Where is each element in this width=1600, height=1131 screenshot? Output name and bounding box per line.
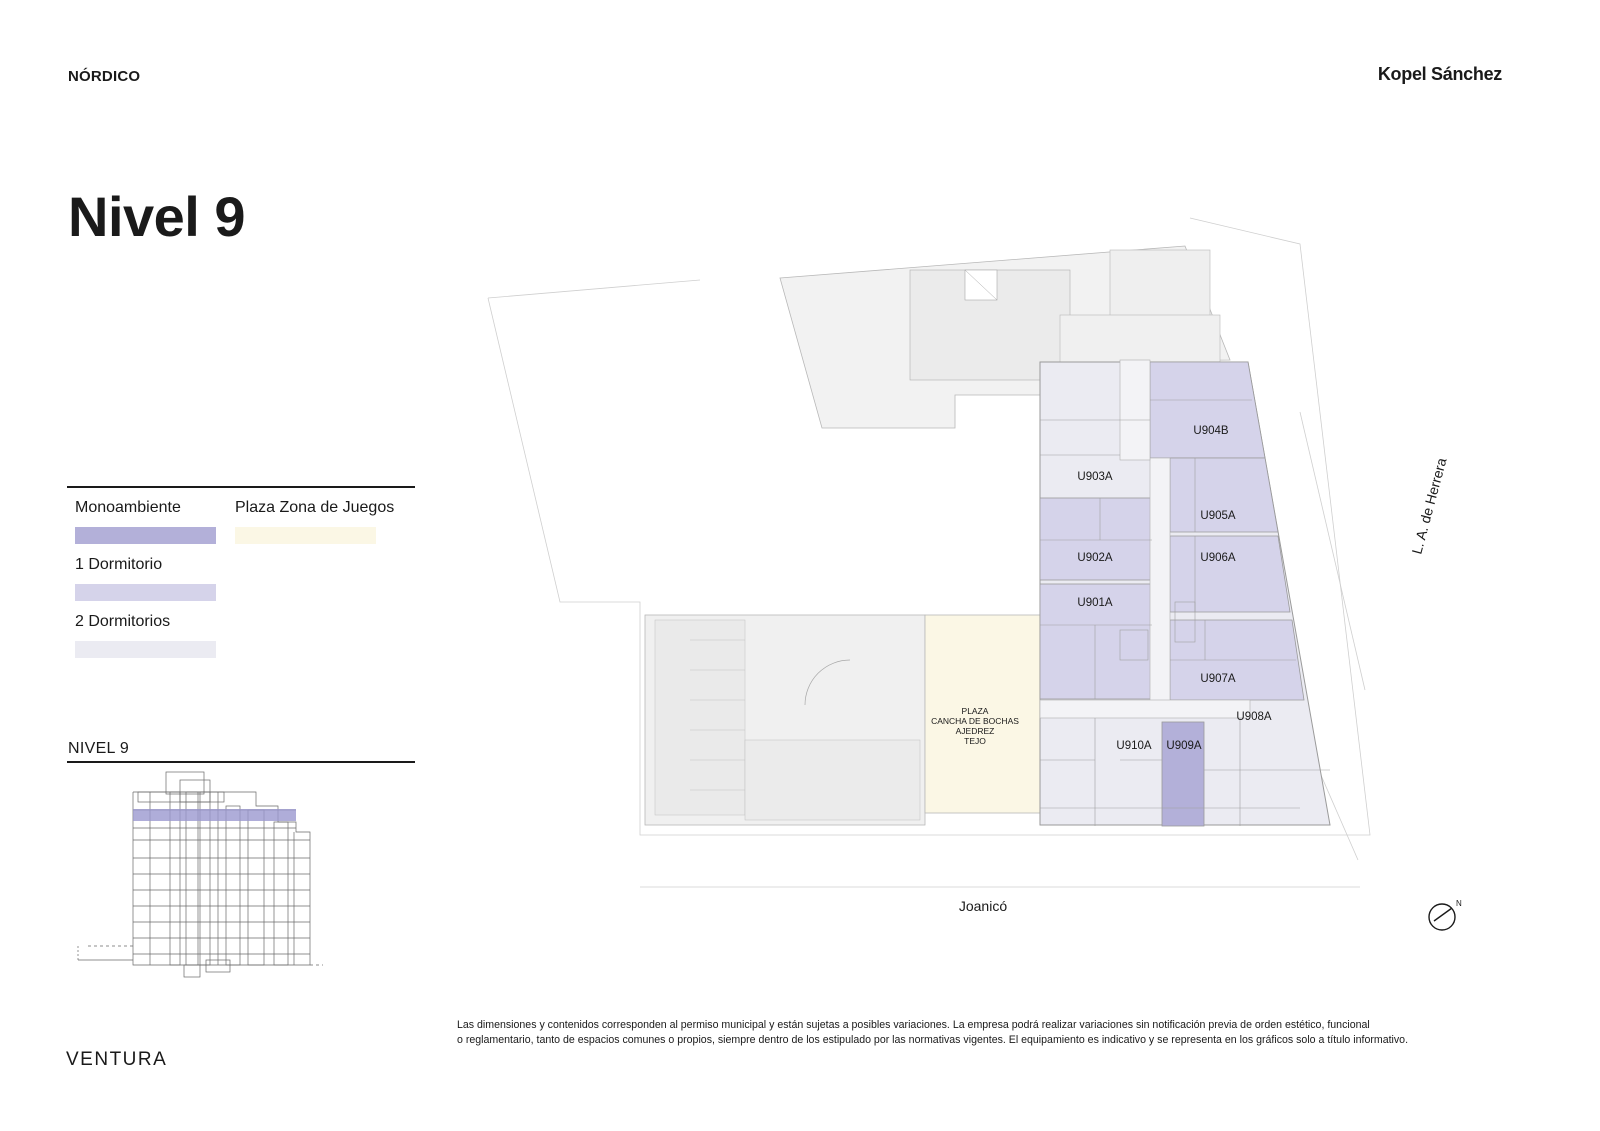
parking-block: [645, 615, 925, 825]
floor-plan: [480, 212, 1462, 914]
unit-label-u905a: U905A: [1200, 510, 1236, 522]
legend-label-monoambiente: Monoambiente: [75, 499, 181, 516]
disclaimer-line-2: o reglamentario, tanto de espacios comunes o propios, siempre dentro de los estipulado por las normativas vigentes. El equipamiento es indicativo y se representa en los gráficos solo a título informativo.: [457, 1034, 1409, 1046]
footer-brand-logo: VENTURA: [66, 1049, 168, 1070]
unit-label-u906a: U906A: [1200, 552, 1236, 564]
unit-u906a: [1170, 536, 1290, 612]
unit-u902a: [1040, 498, 1152, 580]
unit-u909a: [1162, 722, 1204, 826]
plaza-label-line1: PLAZA: [961, 706, 989, 716]
legend: [67, 486, 417, 666]
plaza-label-line3: AJEDREZ: [955, 726, 995, 736]
unit-label-u904b: U904B: [1193, 425, 1229, 437]
unit-label-u910a: U910A: [1116, 740, 1152, 752]
page-title: Nivel 9: [68, 185, 246, 248]
legend-swatch-monoambiente: [75, 527, 216, 544]
developer-logo: Kopel Sánchez: [1377, 64, 1502, 84]
compass-north-icon: [1429, 899, 1462, 930]
legend-label-1-dormitorio: 1 Dormitorio: [75, 556, 163, 573]
unit-u904b: [1150, 362, 1265, 458]
svg-text:N: N: [1456, 899, 1462, 908]
section-rule: [67, 761, 415, 763]
disclaimer: [457, 1018, 1537, 1048]
plaza-label-line2: CANCHA DE BOCHAS: [931, 716, 1019, 726]
street-label-bottom: Joanicó: [958, 898, 1008, 914]
legend-swatch-2-dormitorios: [75, 641, 216, 658]
project-logo: NÓRDICO: [68, 68, 141, 85]
building-section-drawing: [78, 770, 328, 975]
disclaimer-line-1: Las dimensiones y contenidos corresponden al permiso municipal y están sujetas a posibles variaciones. La empresa podrá realizar variaciones sin notificación previa de orden estético, funcional: [457, 1019, 1370, 1031]
legend-label-plaza: Plaza Zona de Juegos: [235, 499, 395, 516]
plaza-label-line4: TEJO: [964, 736, 986, 746]
legend-swatch-plaza: [235, 527, 376, 544]
unit-label-u908a: U908A: [1236, 711, 1272, 723]
legend-swatch-1-dormitorio: [75, 584, 216, 601]
section-title: NIVEL 9: [68, 740, 130, 757]
unit-label-u907a: U907A: [1200, 673, 1236, 685]
unit-label-u903a: U903A: [1077, 471, 1113, 483]
legend-label-2-dormitorios: 2 Dormitorios: [75, 613, 171, 630]
highlighted-level: [133, 809, 296, 821]
unit-label-u902a: U902A: [1077, 552, 1113, 564]
street-label-right: L. A. de Herrera: [1408, 456, 1450, 556]
unit-label-u901a: U901A: [1077, 597, 1113, 609]
unit-label-u909a: U909A: [1166, 740, 1202, 752]
